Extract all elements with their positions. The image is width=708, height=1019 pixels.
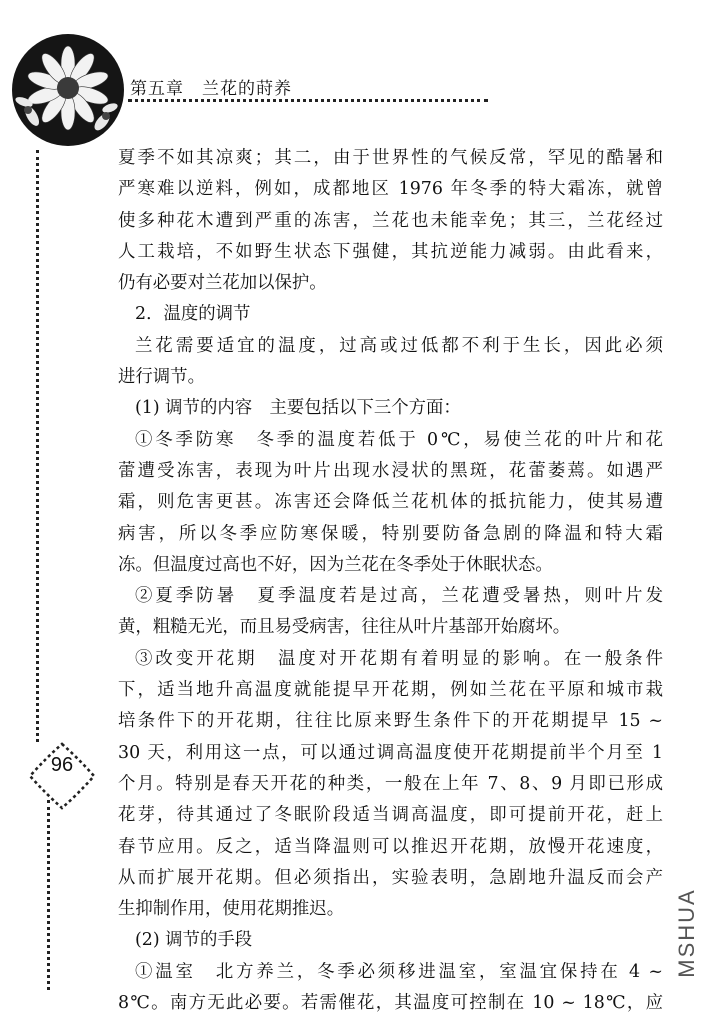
text-line: (2) 调节的手段	[135, 930, 253, 951]
text-line: 从而扩展开花期。但必须指出，实验表明，急剧地升温反而会产	[118, 867, 663, 888]
text-line: 使多种花木遭到严重的冻害，兰花也未能幸免；其三，兰花经过	[118, 210, 663, 231]
watermark-text: MSHUA	[674, 888, 699, 978]
text-line: 仍有必要对兰花加以保护。	[118, 273, 327, 294]
text-line: 30 天，利用这一点，可以通过调高温度使开花期提前半个月至 1	[118, 742, 663, 763]
text-line: 培条件下的开花期，往往比原来野生条件下的开花期提早 15 ~	[118, 711, 663, 732]
margin-divider	[36, 150, 39, 742]
text-line: 霜，则危害更甚。冻害还会降低兰花机体的抵抗能力，使其易遭	[118, 492, 663, 513]
text-line: 2．温度的调节	[135, 304, 251, 325]
text-line: 严寒难以逆料，例如，成都地区 1976 年冬季的特大霜冻，就曾	[118, 179, 663, 200]
text-line: ①温室 北方养兰，冬季必须移进温室，室温宜保持在 4 ~	[135, 961, 663, 982]
page-number: 96	[50, 754, 74, 776]
text-line: 春节应用。反之，适当降温则可以推迟开花期，放慢开花速度，	[118, 836, 663, 857]
text-line: 夏季不如其凉爽；其二，由于世界性的气候反常，罕见的酷暑和	[118, 148, 663, 168]
text-line: ①冬季防寒 冬季的温度若低于 0℃，易使兰花的叶片和花	[135, 429, 663, 450]
flower-emblem-icon	[8, 30, 128, 150]
text-line: 进行调节。	[118, 367, 205, 388]
text-line: ②夏季防暑 夏季温度若是过高，兰花遭受暑热，则叶片发	[135, 586, 663, 607]
text-line: 下，适当地升高温度就能提早开花期，例如兰花在平原和城市栽	[118, 680, 663, 701]
text-line: 8℃。南方无此必要。若需催花，其温度可控制在 10 ~ 18℃，应	[118, 993, 663, 1014]
text-line: 花芽，待其通过了冬眠阶段适当调高温度，即可提前开花，赶上	[118, 805, 663, 826]
body-text	[118, 143, 663, 1019]
text-line: 黄，粗糙无光，而且易受病害，往往从叶片基部开始腐坏。	[118, 617, 571, 638]
text-line: (1) 调节的内容 主要包括以下三个方面：	[135, 398, 461, 419]
margin-divider-lower	[47, 800, 50, 990]
text-line: 蕾遭受冻害，表现为叶片出现水浸状的黑斑，花蕾萎蔫。如遇严	[118, 460, 663, 481]
text-line: ③改变开花期 温度对开花期有着明显的影响。在一般条件	[135, 648, 663, 669]
text-line: 冻。但温度过高也不好，因为兰花在冬季处于休眠状态。	[118, 554, 553, 575]
text-line: 生抑制作用，使用花期推迟。	[118, 899, 345, 920]
header-divider	[128, 99, 488, 102]
text-line: 兰花需要适宜的温度，过高或过低都不利于生长，因此必须	[135, 335, 663, 356]
watermark	[672, 880, 702, 990]
text-line: 人工栽培，不如野生状态下强健，其抗逆能力减弱。由此看来，	[118, 241, 663, 262]
text-line: 个月。特别是春天开花的种类，一般在上年 7、8、9 月即已形成	[118, 773, 663, 794]
chapter-header: 第五章 兰花的莳养	[130, 79, 292, 99]
text-line: 病害，所以冬季应防寒保暖，特别要防备急剧的降温和特大霜	[118, 523, 663, 544]
